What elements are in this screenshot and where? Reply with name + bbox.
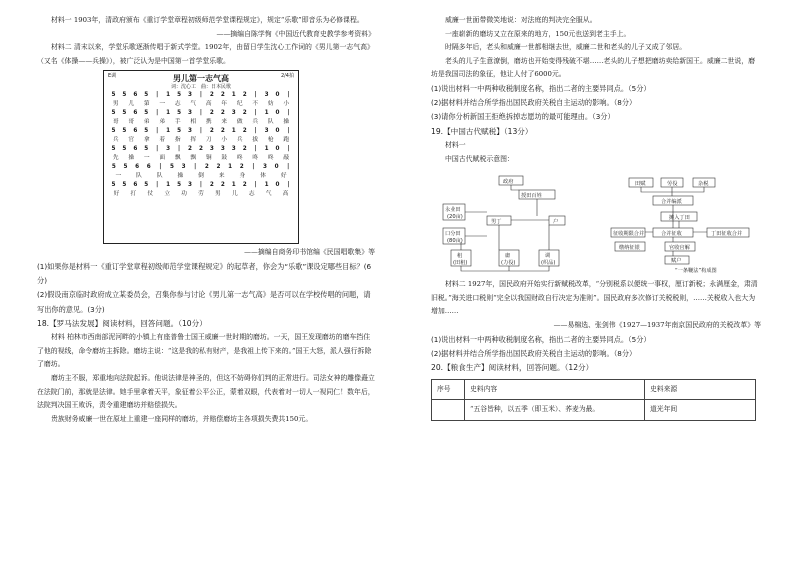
score-lines <box>108 91 294 199</box>
tax-diagram <box>439 172 761 274</box>
diagram-label: 杂税 <box>698 181 709 188</box>
question-18-1: (1)说出材料一中两种收税制度名称，指出二者的主要异同点。（5分） <box>431 83 651 93</box>
roman-law-material-7: 老头的儿子生意潦倒，磨坊也开始变得残破不堪……老头的儿子想把磨坊卖给新国王。威廉二世说，磨坊是我国司法的象征，他让人付了6000元。 <box>431 56 756 79</box>
score-notes-line: 5 5 6 6 | 5 3 | 2 2 1 2 | 3 0 | <box>111 164 290 171</box>
diagram-label: 摊入丁田 <box>669 215 690 222</box>
diagram-label: 赋户 <box>671 258 682 265</box>
material-2-tax-source: ——易棉选、张剑伟《1927—1937年南京国民政府的关税改革》等 <box>553 321 761 330</box>
diagram-label: 政府 <box>503 179 514 186</box>
diagram-right-caption: “一条鞭法”构成图 <box>675 268 717 275</box>
table-header: 序号 <box>432 379 465 400</box>
diagram-label: 劳役 <box>667 181 678 188</box>
material-1: 材料一 1903年，清政府颁布《重订学堂章程初级师范学堂课程规定》，规定“乐歌”即音乐为必修课程。 <box>51 16 364 24</box>
score-lyrics-line: 先 操 一 面 飘 飘 铜 鼓 咚 咚 咚 敲 <box>112 155 290 162</box>
score-notes-line: 5 5 6 5 | 1 5 3 | 2 2 1 2 | 3 0 | <box>111 128 290 135</box>
score-title: 男儿第一志气高 <box>173 74 229 84</box>
diagram-label: 丁田征收合并 <box>711 231 743 238</box>
tax-diagram-svg <box>439 172 761 274</box>
score-notes-line: 5 5 6 5 | 3 | 2 2 3 3 3 2 | 1 0 | <box>111 146 290 153</box>
roman-law-material-2: 磨坊主不服，郑重地向法院起诉。他说法律是神圣的，但这不妨碍你们判的正常进行。司法女神的雕像矗立在法院门前，那就是法律。她手里拿着天平，象征着公平公正，蒙着双眼，代表着对一切人一视同仁！数年后，法院判决国王败诉，责令重建磨坊并赔偿损失。 <box>37 374 375 410</box>
score-key: E调 <box>108 73 117 80</box>
diagram-label: 租 <box>457 253 463 260</box>
diagram-label: (田租) <box>453 260 468 267</box>
score-notes-line: 5 5 6 5 | 1 5 3 | 2 2 1 2 | 3 0 | <box>111 92 290 99</box>
diagram-label: 合并征收 <box>661 231 682 238</box>
score-notes-line: 5 5 6 5 | 1 5 3 | 2 2 1 2 | 1 0 | <box>111 182 290 189</box>
table-header: 史料来源 <box>645 379 756 400</box>
diagram-caption: 中国古代赋税示意图： <box>445 154 514 163</box>
right-column <box>431 14 761 421</box>
roman-law-material-6: 时隔多年后，老头和威廉一世都相继去世，威廉二世和老头的儿子又成了邻居。 <box>445 43 687 52</box>
score-lyrics-line: 一 队 队 操 倒 来 身 体 好 <box>115 173 287 180</box>
question-18-2: (2)据材料并结合所学指出国民政府关税自主运动的影响。（8分） <box>431 98 637 108</box>
grain-table <box>431 379 756 421</box>
material-2-tax: 材料二 1927年，国民政府开始实行新赋税改革，“分别税系以便统一事权，厘订新税；永满厘金，肃清旧税。”海关进口税则“完全以我国财政自行决定为准则”。国民政府多次修订关税税则，……关税收入也大为增加…… <box>431 280 758 316</box>
diagram-label: 户 <box>553 219 559 226</box>
question-19-2: (2)据材料并结合所学指出国民政府关税自主运动的影响。（8分） <box>431 348 637 358</box>
table-header-row <box>432 379 756 400</box>
score-source: ——摘编自商务印书馆编《民国唱歌集》等 <box>244 248 375 257</box>
score-lyrics-line: 兵 官 拿 着 指 挥 刀 小 兵 拔 枪 跑 <box>112 137 290 144</box>
table-cell: 道光年间 <box>645 400 756 421</box>
question-19-1: (1)说出材料一中两种收税制度名称，指出二者的主要异同点。（5分） <box>431 334 651 344</box>
table-header: 史料内容 <box>465 379 645 400</box>
table-cell: “五谷皆种，以五季（即玉米）、荞麦为最。 <box>465 400 645 421</box>
material-label: 材料一 <box>445 141 466 150</box>
diagram-label: (织品) <box>541 260 556 267</box>
diagram-label: 缴纳征银 <box>619 245 640 252</box>
left-column <box>37 14 375 426</box>
table-row <box>432 400 756 421</box>
score-notes-line: 5 5 6 5 | 1 5 3 | 2 2 3 2 | 1 0 | <box>111 110 290 117</box>
question-18-3: (3)请你分析新国王拒绝拆掉志愿坊的最可能理由。（3分） <box>431 112 615 122</box>
diagram-label: (80亩) <box>447 238 463 245</box>
question-17-2: (2)假设南京临时政府成立某委员会，召集你参与讨论《男儿第一志气高》是否可以在学校传唱的问题，请写出你的意见。(3分) <box>37 290 371 314</box>
question-19-heading: 19.【中国古代赋税】（13分） <box>431 126 533 136</box>
diagram-label: 合并编派 <box>661 199 682 206</box>
material-2: 材料二 清末以来，学堂乐歌逐渐传唱于新式学堂。1902年，由留日学生沈心工作词的《男儿第一志气高》（又名《体操——兵操》），被广泛认为是中国第一首学堂乐歌。 <box>37 43 374 65</box>
roman-law-material-5: 一座崭新的磨坊又立在原来的地方，150元也送到老主手上。 <box>445 29 631 38</box>
score-lyrics-line: 好 打 仗 立 功 劳 男 儿 志 气 高 <box>113 191 289 198</box>
diagram-label: 授田百姓 <box>521 193 542 200</box>
diagram-label: 男丁 <box>491 219 502 226</box>
diagram-label: 调 <box>545 253 551 260</box>
question-17-1: (1)如果你是材料一《重订学堂章程初级师范学堂课程规定》的起草者，你会为“乐歌”课设定哪些目标？(6分) <box>37 261 372 286</box>
roman-law-material-3: 贵族财务威廉一世在原址上重建一座同样的磨坊，并赔偿磨坊主各项损失费共150元。 <box>51 414 313 423</box>
diagram-label: 田赋 <box>635 181 646 188</box>
score-lyrics-line: 哥 哥 弟 弟 手 相 携 来 做 兵 队 操 <box>112 119 290 126</box>
song-score <box>103 70 299 244</box>
diagram-label: 庸 <box>505 253 511 260</box>
diagram-label: 官收官解 <box>669 245 690 252</box>
diagram-label: (力役) <box>501 260 516 267</box>
diagram-label: 永业田 <box>445 207 461 214</box>
score-lyrics-line: 男 儿 第 一 志 气 高 年 纪 不 妨 小 <box>112 101 290 108</box>
roman-law-material-4: 威廉一世面带微笑地说：对法庭的判决完全服从。 <box>445 16 597 24</box>
diagram-label: 征收期限合并 <box>613 231 645 238</box>
score-time: 2/4拍 <box>280 73 294 80</box>
roman-law-material-1: 材料 柏林市西南部泥河畔的小镇上有座普鲁士国王威廉一世时期的磨坊。一天，国王发现磨坊的磨车挡住了他的视线，命令磨坊主拆除。磨坊主说：“这是我的私有财产，是我祖上传下来的。”国王大怒，派人强行拆除了磨坊。 <box>37 333 372 369</box>
score-subtitle: 词：沈心工 曲：日本民歌 <box>170 84 231 91</box>
question-20-heading: 20.【粮食生产】阅读材料，回答问题。（12分） <box>431 363 594 373</box>
question-18-heading: 18.【罗马法发展】阅读材料，回答问题。（10分） <box>37 318 207 328</box>
diagram-label: (20亩) <box>447 214 463 221</box>
table-cell <box>432 400 465 421</box>
material-1-source: ——摘编自陈学恂《中国近代教育史教学参考资料》 <box>216 29 375 38</box>
diagram-label: 口分田 <box>445 231 461 238</box>
